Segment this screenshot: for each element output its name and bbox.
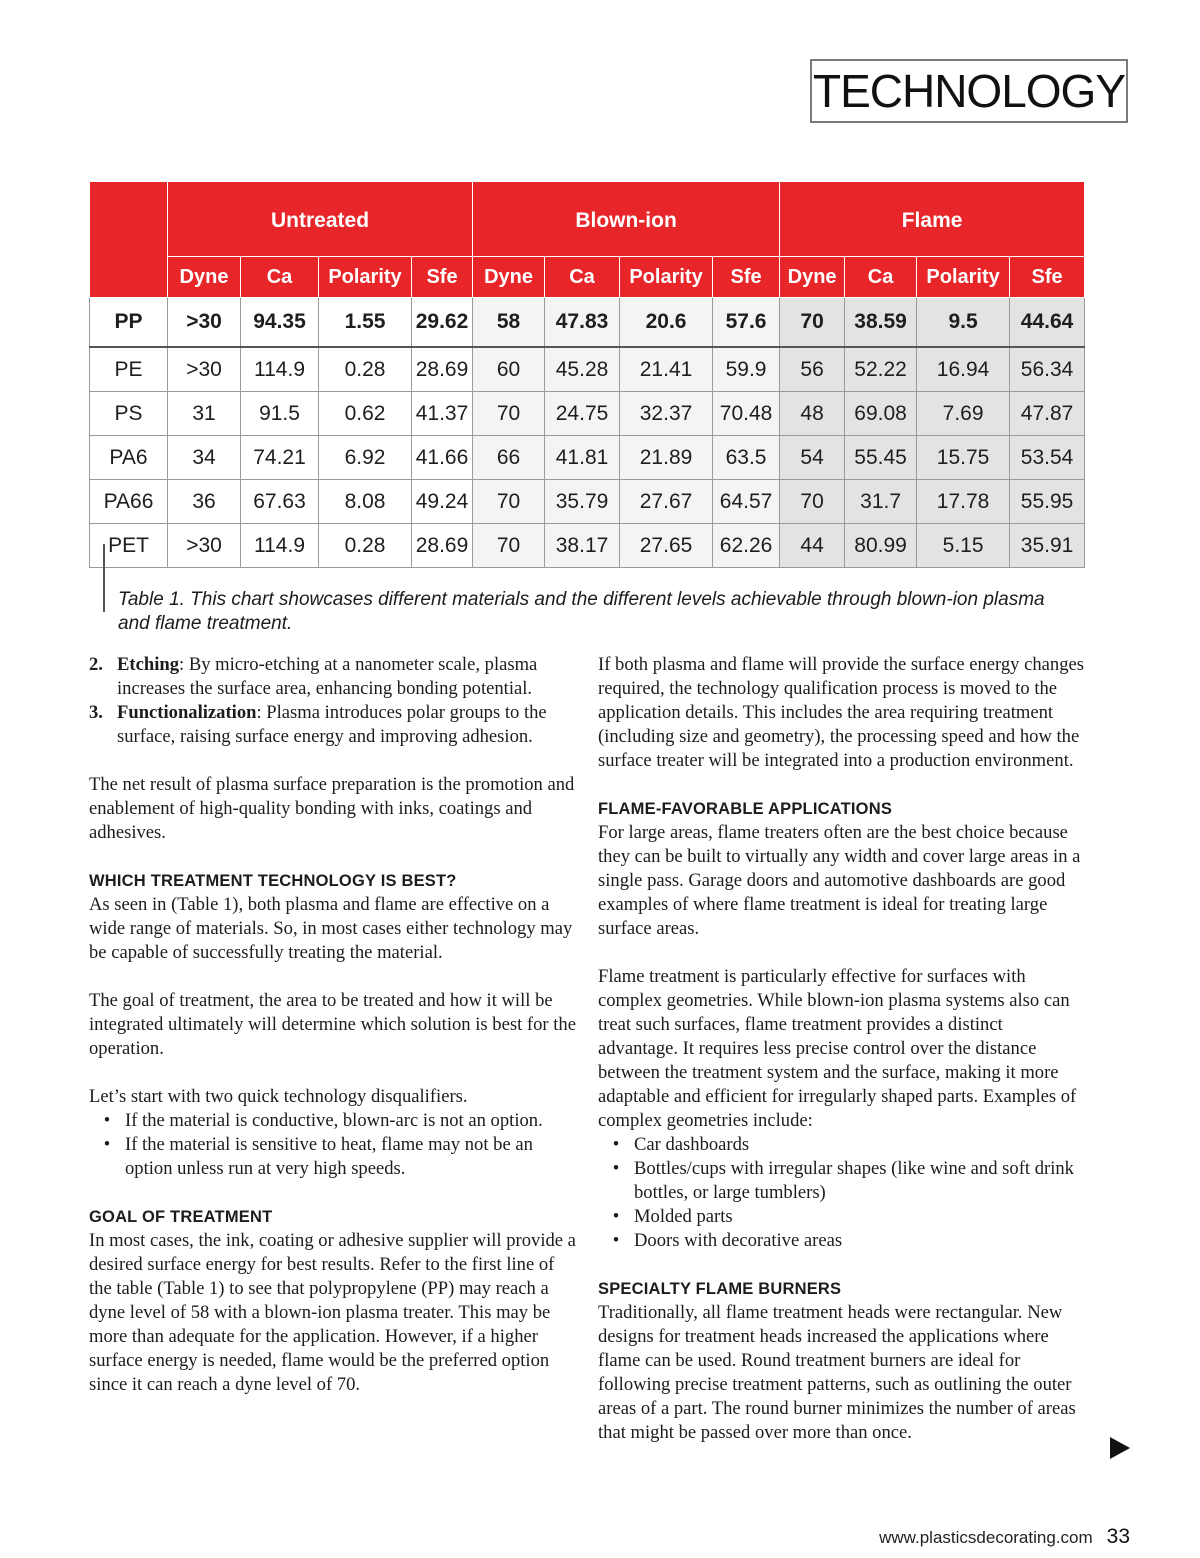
- value-cell: 38.59: [845, 298, 917, 348]
- subheader-cell: Polarity: [319, 257, 412, 298]
- value-cell: 41.66: [412, 436, 473, 480]
- paragraph-as-seen: As seen in (Table 1), both plasma and flame are effective on a wide range of materials. So, in most cases either technology may be capable of successfully treating the material.: [89, 894, 573, 963]
- list-item: [89, 1109, 577, 1133]
- list-item: [598, 1133, 1086, 1157]
- subheader-cell: Dyne: [473, 257, 545, 298]
- value-cell: 16.94: [917, 347, 1010, 392]
- value-cell: 21.41: [620, 347, 713, 392]
- value-cell: 70: [780, 480, 845, 524]
- value-cell: 32.37: [620, 392, 713, 436]
- value-cell: 45.28: [545, 347, 620, 392]
- heading-which-treatment: WHICH TREATMENT TECHNOLOGY IS BEST?: [89, 872, 457, 890]
- value-cell: >30: [168, 347, 241, 392]
- paragraph-if-both: If both plasma and flame will provide the surface energy changes required, the technology qualification process is moved to the application details. This includes the area requiring treatment (including size and geometry), the processing speed and how the surface treater will be integrated into a production environment.: [598, 654, 1085, 771]
- value-cell: 47.87: [1010, 392, 1085, 436]
- value-cell: 31: [168, 392, 241, 436]
- value-cell: 28.69: [412, 524, 473, 568]
- list-number: 3.: [89, 702, 103, 723]
- value-cell: 20.6: [620, 298, 713, 348]
- value-cell: 69.08: [845, 392, 917, 436]
- value-cell: 74.21: [241, 436, 319, 480]
- value-cell: 55.45: [845, 436, 917, 480]
- value-cell: 70: [473, 392, 545, 436]
- term-etching: Etching: [117, 654, 179, 675]
- value-cell: 52.22: [845, 347, 917, 392]
- value-cell: 31.7: [845, 480, 917, 524]
- value-cell: 0.28: [319, 347, 412, 392]
- material-cell: PA66: [90, 480, 168, 524]
- subheader-cell: Sfe: [713, 257, 780, 298]
- list-item: [598, 1157, 1086, 1205]
- group-header-blown-ion: Blown-ion: [473, 182, 780, 257]
- list-item-etching: [89, 653, 577, 701]
- value-cell: 57.6: [713, 298, 780, 348]
- group-header-flame: Flame: [780, 182, 1085, 257]
- bullet-text: If the material is conductive, blown-arc is not an option.: [125, 1110, 543, 1131]
- subheader-cell: Ca: [845, 257, 917, 298]
- list-text: [117, 653, 577, 701]
- right-column: [598, 653, 1086, 1445]
- material-cell: PP: [90, 298, 168, 348]
- bullet-icon: •: [612, 1206, 620, 1227]
- subheader-cell: Sfe: [412, 257, 473, 298]
- value-cell: 114.9: [241, 347, 319, 392]
- material-cell: PET: [90, 524, 168, 568]
- value-cell: 70: [473, 524, 545, 568]
- paragraph-disqualifiers: Let’s start with two quick technology disqualifiers.: [89, 1086, 468, 1107]
- paragraph-in-most-cases: In most cases, the ink, coating or adhesive supplier will provide a desired surface energy for best results. Refer to the first line of the table (Table 1) to see that polypropylene (PP) may reach a dyne level of 58 with a blown-ion plasma treater. This may be more than adequate for the application. However, if a higher surface energy is needed, flame would be the preferred option since it can reach a dyne level of 70.: [89, 1230, 576, 1395]
- section-tag: TECHNOLOGY: [810, 59, 1128, 123]
- page-number: 33: [1106, 1525, 1130, 1548]
- value-cell: 63.5: [713, 436, 780, 480]
- table-row: [90, 480, 1085, 524]
- bullet-text: Car dashboards: [634, 1134, 750, 1155]
- value-cell: >30: [168, 524, 241, 568]
- value-cell: 54: [780, 436, 845, 480]
- value-cell: 47.83: [545, 298, 620, 348]
- heading-flame-favorable: FLAME-FAVORABLE APPLICATIONS: [598, 800, 893, 818]
- value-cell: 35.79: [545, 480, 620, 524]
- value-cell: 114.9: [241, 524, 319, 568]
- value-cell: 34: [168, 436, 241, 480]
- bullet-icon: •: [612, 1158, 620, 1179]
- value-cell: 17.78: [917, 480, 1010, 524]
- list-text: [117, 701, 577, 749]
- subheader-row: [90, 257, 1085, 298]
- term-functionalization: Functionalization: [117, 702, 257, 723]
- functionalization-text: : Plasma introduces polar groups to the surface, raising surface energy and improving adhesion.: [117, 702, 547, 747]
- value-cell: 94.35: [241, 298, 319, 348]
- value-cell: 5.15: [917, 524, 1010, 568]
- value-cell: 58: [473, 298, 545, 348]
- value-cell: 0.62: [319, 392, 412, 436]
- paragraph-goal-of-treatment: The goal of treatment, the area to be treated and how it will be integrated ultimately will determine which solution is best for the operation.: [89, 990, 576, 1059]
- etching-text: : By micro-etching at a nanometer scale, plasma increases the surface area, enhancing bonding potential.: [117, 654, 538, 699]
- value-cell: 27.65: [620, 524, 713, 568]
- table-row: [90, 298, 1085, 348]
- table-row: [90, 347, 1085, 392]
- subheader-cell: Dyne: [168, 257, 241, 298]
- bullet-text: If the material is sensitive to heat, flame may not be an option unless run at very high speeds.: [125, 1134, 533, 1179]
- value-cell: 60: [473, 347, 545, 392]
- value-cell: 7.69: [917, 392, 1010, 436]
- material-cell: PE: [90, 347, 168, 392]
- heading-goal-of-treatment: GOAL OF TREATMENT: [89, 1208, 273, 1226]
- value-cell: 8.08: [319, 480, 412, 524]
- bullet-text: Molded parts: [634, 1206, 733, 1227]
- value-cell: 41.81: [545, 436, 620, 480]
- value-cell: 9.5: [917, 298, 1010, 348]
- value-cell: 35.91: [1010, 524, 1085, 568]
- subheader-cell: Sfe: [1010, 257, 1085, 298]
- table-row: [90, 392, 1085, 436]
- value-cell: 0.28: [319, 524, 412, 568]
- value-cell: 62.26: [713, 524, 780, 568]
- value-cell: 28.69: [412, 347, 473, 392]
- left-column: [89, 653, 577, 1397]
- value-cell: 66: [473, 436, 545, 480]
- list-item: [598, 1229, 1086, 1253]
- continue-arrow-icon: [1110, 1437, 1130, 1459]
- bullet-icon: •: [612, 1230, 620, 1251]
- paragraph-large-areas: For large areas, flame treaters often are the best choice because they can be built to virtually any width and cover large areas in a single pass. Garage doors and automotive dashboards are good examples of where flame treatment is ideal for treating large surface areas.: [598, 822, 1081, 939]
- value-cell: 67.63: [241, 480, 319, 524]
- value-cell: 49.24: [412, 480, 473, 524]
- heading-specialty-burners: SPECIALTY FLAME BURNERS: [598, 1280, 842, 1298]
- subheader-cell: Polarity: [620, 257, 713, 298]
- value-cell: 53.54: [1010, 436, 1085, 480]
- value-cell: 15.75: [917, 436, 1010, 480]
- table-body: [90, 298, 1085, 568]
- value-cell: 6.92: [319, 436, 412, 480]
- value-cell: 70.48: [713, 392, 780, 436]
- material-cell: PS: [90, 392, 168, 436]
- table-corner: [90, 182, 168, 298]
- material-cell: PA6: [90, 436, 168, 480]
- value-cell: 1.55: [319, 298, 412, 348]
- bullet-icon: •: [612, 1134, 620, 1155]
- paragraph-net-result: The net result of plasma surface preparation is the promotion and enablement of high-quality bonding with inks, coatings and adhesives.: [89, 774, 575, 843]
- value-cell: 70: [780, 298, 845, 348]
- paragraph-traditionally: Traditionally, all flame treatment heads were rectangular. New designs for treatment heads increased the applications where flame can be used. Round treatment burners are ideal for following precise treatment patterns, such as outlining the outer areas of a part. The round burner minimizes the number of areas that might be passed over more than once.: [598, 1302, 1076, 1443]
- value-cell: 59.9: [713, 347, 780, 392]
- value-cell: 91.5: [241, 392, 319, 436]
- list-item-functionalization: [89, 701, 577, 749]
- table-row: [90, 436, 1085, 480]
- caption-rule: [103, 544, 105, 612]
- value-cell: 70: [473, 480, 545, 524]
- value-cell: 24.75: [545, 392, 620, 436]
- value-cell: 44.64: [1010, 298, 1085, 348]
- paragraph-complex-geometries: Flame treatment is particularly effective for surfaces with complex geometries. While blown-ion plasma systems also can treat such surfaces, flame treatment provides a distinct advantage. It requires less precise control over the distance between the treatment system and the surface, making it more adaptable and efficient for irregularly shaped parts. Examples of complex geometries include:: [598, 966, 1077, 1131]
- value-cell: 29.62: [412, 298, 473, 348]
- bullet-icon: •: [103, 1134, 111, 1155]
- subheader-cell: Dyne: [780, 257, 845, 298]
- footer-url: www.plasticsdecorating.com: [879, 1528, 1093, 1547]
- surface-energy-table: [89, 181, 1085, 568]
- value-cell: >30: [168, 298, 241, 348]
- group-header-untreated: Untreated: [168, 182, 473, 257]
- list-item: [89, 1133, 577, 1181]
- value-cell: 41.37: [412, 392, 473, 436]
- subheader-cell: Polarity: [917, 257, 1010, 298]
- subheader-cell: Ca: [241, 257, 319, 298]
- table-caption: Table 1. This chart showcases different materials and the different levels achievable through blown-ion plasma and flame treatment.: [118, 589, 1045, 634]
- value-cell: 56: [780, 347, 845, 392]
- value-cell: 44: [780, 524, 845, 568]
- value-cell: 48: [780, 392, 845, 436]
- value-cell: 80.99: [845, 524, 917, 568]
- value-cell: 36: [168, 480, 241, 524]
- value-cell: 56.34: [1010, 347, 1085, 392]
- bullet-text: Doors with decorative areas: [634, 1230, 843, 1251]
- subheader-cell: Ca: [545, 257, 620, 298]
- list-item: [598, 1205, 1086, 1229]
- page-footer: [879, 1525, 1130, 1549]
- value-cell: 38.17: [545, 524, 620, 568]
- list-number: 2.: [89, 654, 103, 675]
- table-row: [90, 524, 1085, 568]
- value-cell: 27.67: [620, 480, 713, 524]
- bullet-text: Bottles/cups with irregular shapes (like wine and soft drink bottles, or large tumblers): [634, 1158, 1074, 1203]
- value-cell: 64.57: [713, 480, 780, 524]
- bullet-icon: •: [103, 1110, 111, 1131]
- value-cell: 21.89: [620, 436, 713, 480]
- value-cell: 55.95: [1010, 480, 1085, 524]
